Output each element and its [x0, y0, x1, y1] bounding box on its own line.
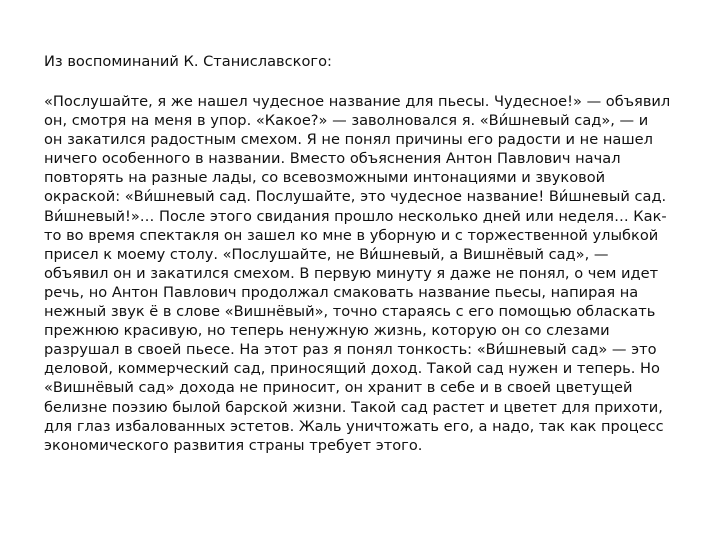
document-heading: Из воспоминаний К. Станиславского: [44, 53, 332, 70]
text-line: прежнюю красивую, но теперь ненужную жизнь, которую он со слезами [44, 322, 610, 340]
text-line: «Послушайте, я же нашел чудесное название для пьесы. Чудесное!» — объявил [44, 93, 671, 110]
text-line: разрушал в своей пьесе. На этот раз я понял тонкость: «Ви́шневый сад» — это [44, 341, 657, 359]
text-line: окраской: «Ви́шневый сад. Послушайте, это чудесное название! Ви́шневый сад. [44, 188, 667, 206]
text-line: нежный звук ё в слове «Вишнёвый», точно стараясь с его помощью обласкать [44, 303, 656, 321]
text-line: «Вишнёвый сад» дохода не приносит, он хранит в себе и в своей цветущей [44, 379, 633, 397]
text-line: речь, но Антон Павлович продолжал смаковать название пьесы, напирая на [44, 283, 639, 301]
text-line: деловой, коммерческий сад, приносящий доход. Такой сад нужен и теперь. Но [44, 360, 660, 378]
text-line: объявил он и закатился смехом. В первую минуту я даже не понял, о чем идет [44, 264, 659, 282]
text-line: белизне поэзию былой барской жизни. Такой сад растет и цветет для прихоти, [44, 398, 663, 416]
text-line: он, смотря на меня в упор. «Какое?» — заволновался я. «Ви́шневый сад», — и [44, 112, 649, 130]
text-line: Ви́шневый!»… После этого свидания прошло несколько дней или неделя… Как- [44, 207, 667, 225]
quote-paragraph [44, 92, 684, 455]
text-line: ничего особенного в названии. Вместо объяснения Антон Павлович начал [44, 150, 621, 168]
text-line: для глаз избалованных эстетов. Жаль уничтожать его, а надо, так как процесс [44, 417, 664, 435]
text-line: то во время спектакля он зашел ко мне в уборную и с торжественной улыбкой [44, 226, 659, 244]
text-line: присел к моему столу. «Послушайте, не Ви́шневый, а Вишнёвый сад», — [44, 245, 609, 263]
text-line: он закатился радостным смехом. Я не понял причины его радости и не нашел [44, 131, 653, 149]
text-line: экономического развития страны требует этого. [44, 436, 423, 454]
text-line: повторять на разные лады, со всевозможными интонациями и звуковой [44, 169, 606, 187]
